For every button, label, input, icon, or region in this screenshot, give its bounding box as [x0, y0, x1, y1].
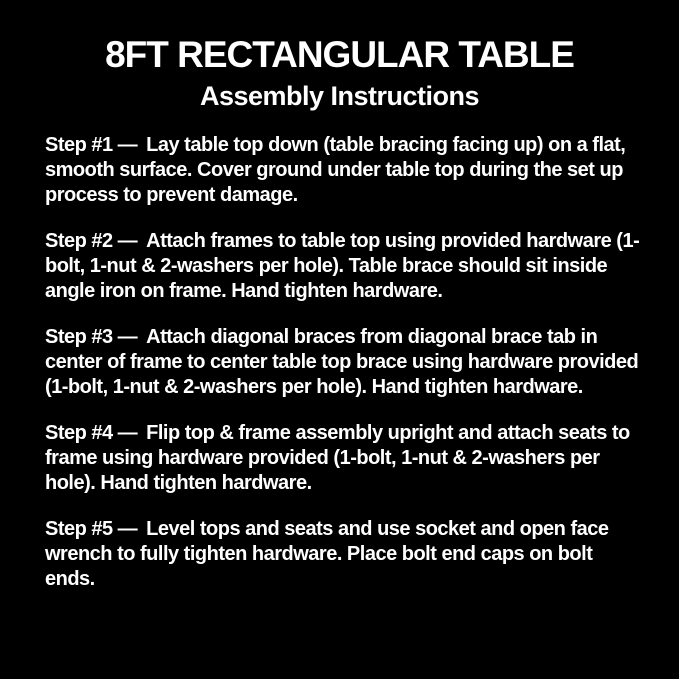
step-3-separator: — [117, 325, 138, 348]
steps-list [0, 112, 679, 592]
step-4-separator: — [117, 421, 138, 444]
step-5-label: Step #5 [45, 517, 113, 540]
step-3-label: Step #3 [45, 325, 113, 348]
step-1-paragraph [45, 133, 641, 208]
step-2-label: Step #2 [45, 229, 113, 252]
step-4-label: Step #4 [45, 421, 113, 444]
step-4-paragraph [45, 421, 641, 496]
step-1-text: Lay table top down (table bracing facing up) on a flat, smooth surface. Cover ground under table top during the set up process to prevent damage. [45, 133, 626, 206]
step-3-text: Attach diagonal braces from diagonal brace tab in center of frame to center table top brace using hardware provided (1-bolt, 1-nut & 2-washers per hole). Hand tighten hardware. [45, 325, 639, 398]
step-2-separator: — [117, 229, 138, 252]
step-5-text: Level tops and seats and use socket and open face wrench to fully tighten hardware. Place bolt end caps on bolt ends. [45, 517, 609, 590]
page-subtitle: Assembly Instructions [199, 80, 480, 111]
step-2-paragraph [45, 229, 641, 304]
step-4-text: Flip top & frame assembly upright and attach seats to frame using hardware provided (1-bolt, 1-nut & 2-washers per hole). Hand tighten hardware. [45, 421, 630, 494]
step-3-paragraph [45, 325, 641, 400]
step-2-text: Attach frames to table top using provided hardware (1-bolt, 1-nut & 2-washers per hole). Table brace should sit inside angle iron on frame. Hand tighten hardware. [45, 229, 640, 302]
step-5-separator: — [117, 517, 138, 540]
page-title: 8FT RECTANGULAR TABLE [105, 34, 574, 75]
step-1-separator: — [117, 133, 138, 156]
step-1-label: Step #1 [45, 133, 113, 156]
poster-header [0, 0, 679, 112]
step-5-paragraph [45, 517, 641, 592]
